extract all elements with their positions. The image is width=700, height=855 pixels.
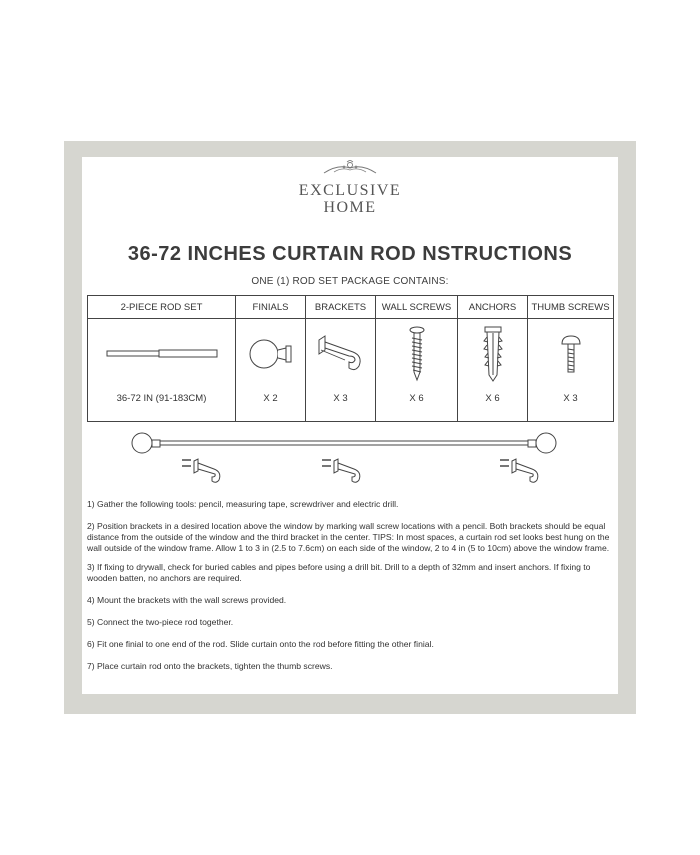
brand-logo xyxy=(82,160,618,216)
assembly-diagram xyxy=(122,427,562,495)
parts-header: FINIALS xyxy=(236,296,306,319)
bracket-icon xyxy=(315,334,367,374)
parts-cell xyxy=(236,319,306,422)
crest-ornament-icon xyxy=(320,160,380,176)
parts-qty: X 3 xyxy=(563,393,578,404)
left-finial-icon xyxy=(132,433,152,453)
rod-drawing xyxy=(160,441,530,445)
package-contents-label: ONE (1) ROD SET PACKAGE CONTAINS: xyxy=(251,276,449,287)
instruction-step: 3) If fixing to drywall, check for buried cables and pipes before using a drill bit. Drill to a depth of 32mm and insert anchors. If fixing to wooden batten, no anchors are required. xyxy=(87,562,591,583)
parts-header: ANCHORS xyxy=(458,296,528,319)
parts-cell xyxy=(376,319,458,422)
parts-cell xyxy=(306,319,376,422)
parts-header: BRACKETS xyxy=(306,296,376,319)
instruction-step: 4) Mount the brackets with the wall screws provided. xyxy=(87,595,287,605)
wall-screw-icon xyxy=(407,326,427,382)
instruction-step: 6) Fit one finial to one end of the rod. Slide curtain onto the rod before fitting the other finial. xyxy=(87,639,434,649)
instruction-step: 5) Connect the two-piece rod together. xyxy=(87,617,234,627)
bracket-left-icon xyxy=(182,459,220,482)
parts-qty: X 6 xyxy=(409,393,424,404)
parts-table xyxy=(87,295,614,422)
instruction-step: 1) Gather the following tools: pencil, measuring tape, screwdriver and electric drill. xyxy=(87,499,399,509)
instruction-card xyxy=(82,157,618,694)
parts-qty: 36-72 IN (91-183CM) xyxy=(116,393,207,404)
brand-name-line1: EXCLUSIVE xyxy=(298,182,402,199)
instruction-step: 2) Position brackets in a desired location above the window by marking wall screw locations with a pencil. Both brackets should be equal distance from the outside of the window and the third bracket in the center. TIPS: In most spaces, a curtain rod set looks best hung on the wall outside of the window frame. Allow 1 to 3 in (2.5 to 7.6cm) on each side of the window, 2 to 4 in (5 to 10cm) above the window frame. xyxy=(87,521,610,553)
finial-icon xyxy=(248,334,294,374)
parts-qty: X 3 xyxy=(333,393,348,404)
parts-header: THUMB SCREWS xyxy=(528,296,614,319)
bracket-center-icon xyxy=(322,459,360,482)
brand-name-line2: HOME xyxy=(323,199,377,216)
rod-icon xyxy=(106,347,218,361)
page-title: 36-72 INCHES CURTAIN ROD NSTRUCTIONS xyxy=(127,243,573,265)
parts-header: WALL SCREWS xyxy=(376,296,458,319)
parts-header: 2-PIECE ROD SET xyxy=(88,296,236,319)
parts-qty: X 2 xyxy=(263,393,278,404)
instruction-step: 7) Place curtain rod onto the brackets, tighten the thumb screws. xyxy=(87,661,333,671)
parts-cell xyxy=(88,319,236,422)
parts-content-row xyxy=(88,319,614,422)
bracket-right-icon xyxy=(500,459,538,482)
parts-cell xyxy=(458,319,528,422)
parts-cell xyxy=(528,319,614,422)
instruction-steps xyxy=(87,499,615,683)
thumb-screw-icon xyxy=(560,334,582,374)
parts-qty: X 6 xyxy=(485,393,500,404)
parts-header-row xyxy=(88,296,614,319)
anchor-icon xyxy=(481,325,505,383)
right-finial-icon xyxy=(536,433,556,453)
